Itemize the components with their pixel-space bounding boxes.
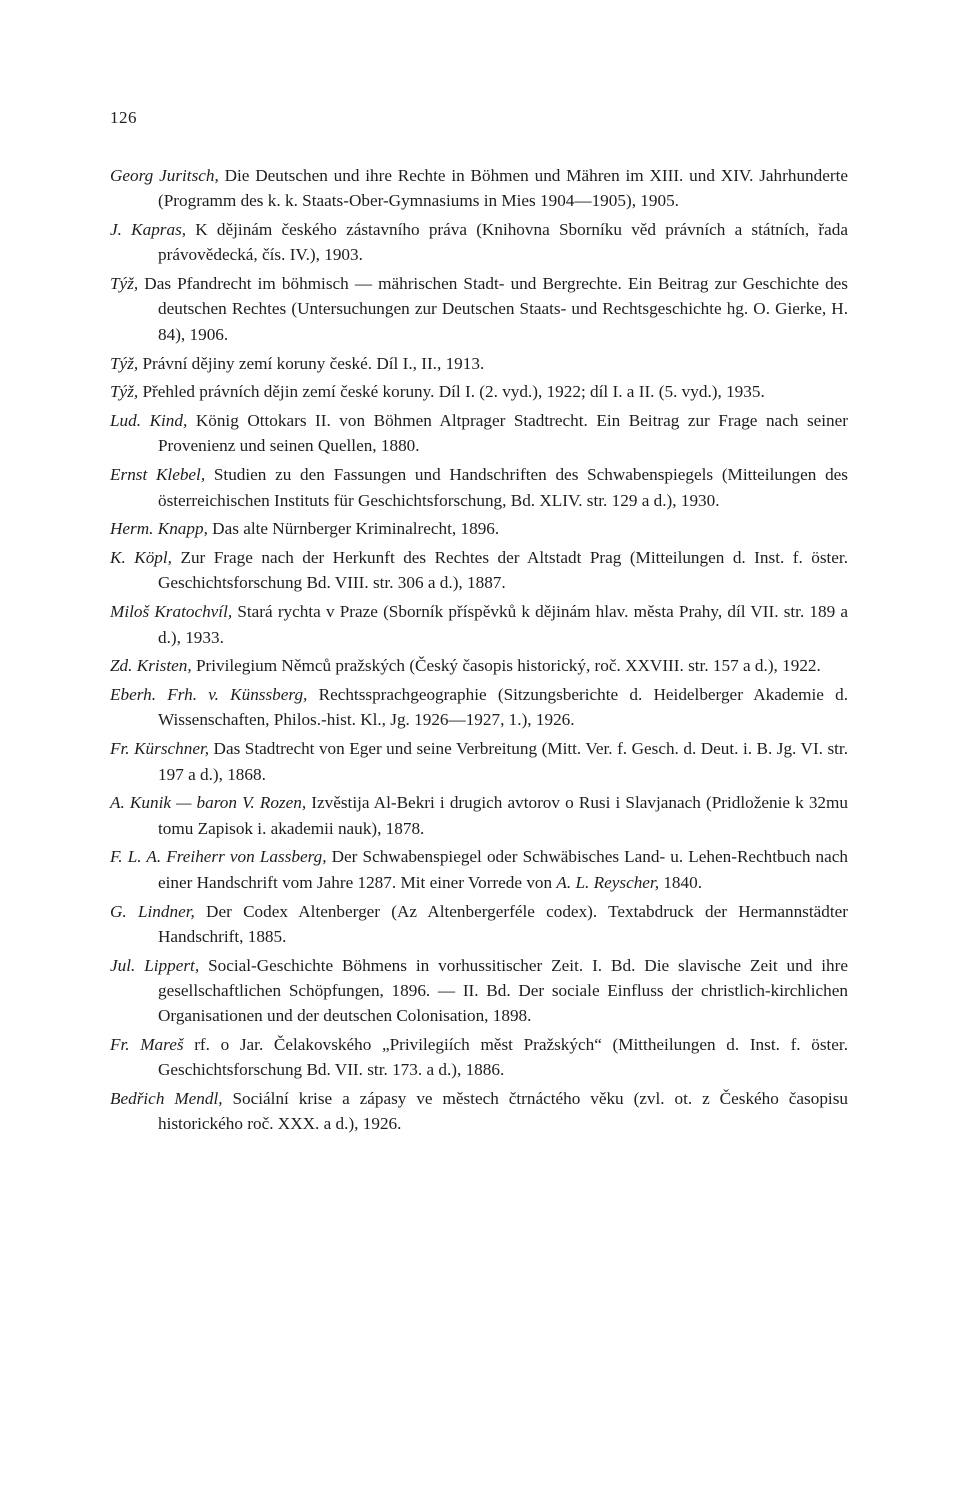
entry-text: Studien zu den Fassungen und Handschriften des Schwabenspiegels (Mitteilungen des österreichischen Instituts für Geschichtsforschung, Bd. XLIV. str. 129 a d.), 1930. (158, 465, 848, 510)
entry-text: Sociální krise a zápasy ve městech čtrnáctého věku (zvl. ot. z Českého časopisu historického roč. XXX. a d.), 1926. (158, 1089, 848, 1134)
entry-author: J. Kapras, (110, 220, 187, 240)
bibliography-entry (110, 163, 848, 214)
entry-author: Eberh. Frh. v. Künssberg, (110, 685, 308, 705)
entry-author: Fr. Mareš (110, 1035, 184, 1054)
entry-coauthor: A. L. Reyscher, (556, 872, 660, 892)
bibliography-entry (110, 271, 848, 347)
entry-text: Das alte Nürnberger Kriminalrecht, 1896. (207, 519, 500, 539)
bibliography-entry (110, 1086, 848, 1137)
entry-text: Právní dějiny zemí koruny české. Díl I., II., 1913. (138, 353, 485, 373)
entry-text: Rechtssprachgeographie (Sitzungsberichte d. Heidelberger Akademie d. Wissenschaften, Philos.-hist. Kl., Jg. 1926—1927, 1.), 1926. (158, 685, 848, 730)
bibliography-entry (110, 217, 848, 268)
entry-text: Přehled právních dějin zemí české koruny. Díl I. (2. vyd.), 1922; díl I. a II. (5. vyd.), 1935. (138, 382, 765, 402)
bibliography-entry (110, 545, 848, 596)
entry-author: A. Kunik — baron V. Rozen, (110, 793, 307, 813)
entry-text: Das Stadtrecht von Eger und seine Verbreitung (Mitt. Ver. f. Gesch. d. Deut. i. B. Jg. VI. str. 197 a d.), 1868. (158, 739, 848, 784)
bibliography-entry (110, 790, 848, 841)
entry-text: König Ottokars II. von Böhmen Altprager Stadtrecht. Ein Beitrag zur Frage nach seiner Provenienz und seinen Quellen, 1880. (158, 411, 848, 456)
bibliography-entry (110, 844, 848, 895)
bibliography-entry (110, 379, 848, 404)
bibliography-entry (110, 953, 848, 1029)
entry-author: Bedřich Mendl, (110, 1089, 223, 1109)
entry-author: G. Lindner, (110, 901, 195, 921)
entry-author: Georg Juritsch, (110, 166, 219, 185)
entry-author: Herm. Knapp, (110, 519, 208, 539)
page-number: 126 (110, 108, 137, 127)
bibliography-entry (110, 516, 848, 541)
entry-author: Týž, (110, 353, 139, 373)
bibliography-entry (110, 1032, 848, 1083)
entry-text: Das Pfandrecht im böhmisch — mährischen Stadt- und Bergrechte. Ein Beitrag zur Geschichte des deutschen Rechtes (Untersuchungen zur Deutschen Staats- und Rechtsgeschichte hg. O. Gierke, H. 84), 1906. (138, 274, 848, 344)
entry-author: Fr. Kürschner, (110, 739, 210, 759)
bibliography-entry (110, 408, 848, 459)
bibliography-entry (110, 653, 848, 678)
bibliography-list (110, 163, 848, 1140)
entry-author: K. Köpl, (110, 548, 172, 568)
entry-author: Týž, (110, 274, 139, 294)
entry-author: Týž, (110, 382, 139, 402)
entry-author: Lud. Kind, (110, 411, 188, 431)
bibliography-entry (110, 899, 848, 950)
entry-text: Social-Geschichte Böhmens in vorhussitischer Zeit. I. Bd. Die slavische Zeit und ihre gesellschaftlichen Schöpfungen, 1896. — II. Bd. Der sociale Einfluss der christlich-kirchlichen Organisationen und der deutschen Colonisation, 1898. (158, 955, 848, 1026)
entry-text: Stará rychta v Praze (Sborník příspěvků k dějinám hlav. města Prahy, díl VII. str. 189 a d.), 1933. (158, 602, 849, 647)
bibliography-entry (110, 599, 848, 650)
bibliography-entry (110, 682, 848, 733)
bibliography-entry (110, 462, 848, 513)
entry-text: rf. o Jar. Čelakovského „Privilegiích měst Pražských“ (Mittheilungen d. Inst. f. öster. Geschichtsforschung Bd. VII. str. 173. a d.), 1886. (158, 1035, 849, 1080)
bibliography-entry (110, 351, 848, 376)
entry-author: Miloš Kratochvíl, (110, 602, 233, 622)
entry-text: Der Codex Altenberger (Az Altenbergerféle codex). Textabdruck der Hermannstädter Handschrift, 1885. (158, 901, 848, 946)
entry-author: Jul. Lippert, (110, 955, 200, 975)
entry-text: Die Deutschen und ihre Rechte in Böhmen und Mähren im XIII. und XIV. Jahrhunderte (Programm des k. k. Staats-Ober-Gymnasiums in Mies 1904—1905), 1905. (158, 166, 848, 211)
entry-text: Der Schwabenspiegel oder Schwäbisches Land- u. Lehen-Rechtbuch nach einer Handschrift vom Jahre 1287. Mit einer Vorrede von (158, 847, 848, 892)
entry-text: Izvěstija Al-Bekri i drugich avtorov o Rusi i Slavjanach (Pridloženie k 32mu tomu Zapisok i. akademii nauk), 1878. (158, 793, 848, 838)
entry-text: K dějinám českého zástavního práva (Knihovna Sborníku věd právních a státních, řada právovědecká, čís. IV.), 1903. (158, 220, 848, 265)
entry-author: Ernst Klebel, (110, 465, 206, 485)
bibliography-entry (110, 736, 848, 787)
entry-author: Zd. Kristen, (110, 656, 192, 676)
entry-text: Zur Frage nach der Herkunft des Rechtes der Altstadt Prag (Mitteilungen d. Inst. f. öster. Geschichtsforschung Bd. VIII. str. 306 a d.), 1887. (158, 548, 848, 593)
entry-text: Privilegium Němců pražských (Český časopis historický, roč. XXVIII. str. 157 a d.), 1922. (191, 656, 821, 676)
entry-text-tail: 1840. (659, 872, 702, 892)
entry-author: F. L. A. Freiherr von Lassberg, (110, 847, 327, 867)
